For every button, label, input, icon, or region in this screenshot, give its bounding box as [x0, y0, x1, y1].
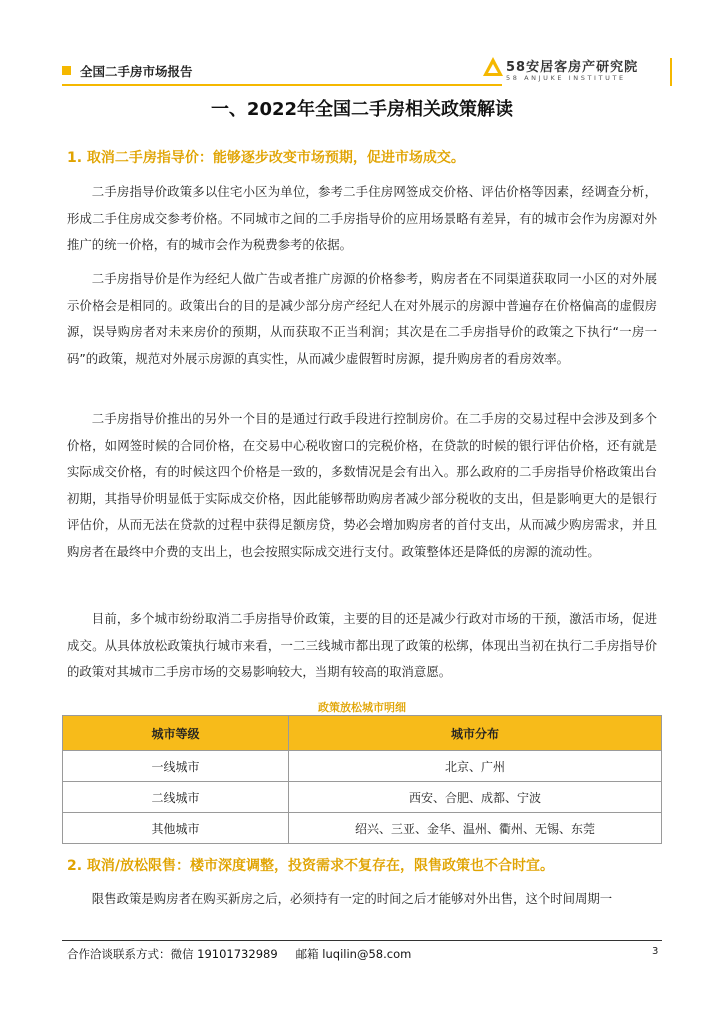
table-cell-level: 二线城市 [63, 782, 289, 813]
subsection-2-title: 2. 取消/放松限售：楼市深度调整，投资需求不复存在，限售政策也不合时宜。 [67, 858, 555, 874]
subsection-1-title: 1. 取消二手房指导价：能够逐步改变市场预期，促进市场成交。 [67, 150, 465, 166]
table-header-city-distribution: 城市分布 [289, 716, 662, 751]
header-square-icon [62, 66, 71, 75]
institute-logo [482, 52, 672, 92]
table-cell-level: 其他城市 [63, 813, 289, 844]
table-row [63, 813, 662, 844]
footer-divider [62, 940, 662, 941]
contact-email: 邮箱 luqilin@58.com [295, 947, 412, 961]
table-cell-cities: 西安、合肥、成都、宁波 [289, 782, 662, 813]
table-cell-level: 一线城市 [63, 751, 289, 782]
paragraph-4: 目前，多个城市纷纷取消二手房指导价政策，主要的目的还是减少行政对市场的干预，激活市场，促进成交。从具体放松政策执行城市来看，一二三线城市都出现了政策的松绑，体现出当初在执行二手房指导价的政策对其城市二手房市场的交易影响较大，当期有较高的取消意愿。 [67, 611, 657, 679]
table-row [63, 751, 662, 782]
logo-text-en: 58 ANJUKE INSTITUTE [506, 74, 626, 82]
contact-wechat: 微信 19101732989 [170, 947, 278, 961]
report-title: 全国二手房市场报告 [80, 64, 193, 79]
contact-label: 合作洽谈联系方式： [67, 947, 171, 961]
paragraph-5: 限售政策是购房者在购买新房之后，必须持有一定的时间之后才能够对外出售，这个时间周期一 [91, 891, 613, 906]
footer-contact [67, 946, 411, 962]
paragraph-3: 二手房指导价推出的另外一个目的是通过行政手段进行控制房价。在二手房的交易过程中会涉及到多个价格，如网签时候的合同价格，在交易中心税收窗口的完税价格，在贷款的时候的银行评估价格，还有就是实际成交价格，有的时候这四个价格是一致的，多数情况是会有出入。那么政府的二手房指导价格政策出台初期，其指导价明显低于实际成交价格，因此能够帮助购房者减少部分税收的支出，但是影响更大的是银行评估价，从而无法在贷款的过程中获得足额房贷，势必会增加购房者的首付支出，从而减少购房需求，并且购房者在最终中介费的支出上，也会按照实际成交进行支付。政策整体还是降低的房源的流动性。 [67, 411, 657, 559]
page-header [62, 52, 672, 92]
logo-house-icon [482, 56, 504, 78]
paragraph-1: 二手房指导价政策多以住宅小区为单位，参考二手住房网签成交价格、评估价格等因素，经调查分析，形成二手住房成交参考价格。不同城市之间的二手房指导价的应用场景略有差异，有的城市会作为房源对外推广的统一价格，有的城市会作为税费参考的依据。 [67, 184, 657, 252]
table-cell-cities: 绍兴、三亚、金华、温州、衢州、无锡、东莞 [289, 813, 662, 844]
policy-city-table [62, 715, 662, 844]
section-title: 一、2022年全国二手房相关政策解读 [210, 99, 514, 120]
table-header-row [63, 716, 662, 751]
table-caption: 政策放松城市明细 [318, 701, 406, 714]
table-cell-cities: 北京、广州 [289, 751, 662, 782]
table-header-city-level: 城市等级 [63, 716, 289, 751]
logo-divider [670, 58, 672, 86]
header-underline [62, 84, 502, 86]
paragraph-2: 二手房指导价是作为经纪人做广告或者推广房源的价格参考，购房者在不同渠道获取同一小区的对外展示价格会是相同的。政策出台的目的是减少部分房产经纪人在对外展示的房源中普遍存在价格偏高的虚假房源，误导购房者对未来房价的预期，从而获取不正当利润；其次是在二手房指导价的政策之下执行“一房一码”的政策，规范对外展示房源的真实性，从而减少虚假暂时房源，提升购房者的看房效率。 [67, 271, 657, 366]
logo-text-cn: 58安居客房产研究院 [506, 60, 639, 75]
page-number: 3 [652, 946, 659, 957]
table-row [63, 782, 662, 813]
